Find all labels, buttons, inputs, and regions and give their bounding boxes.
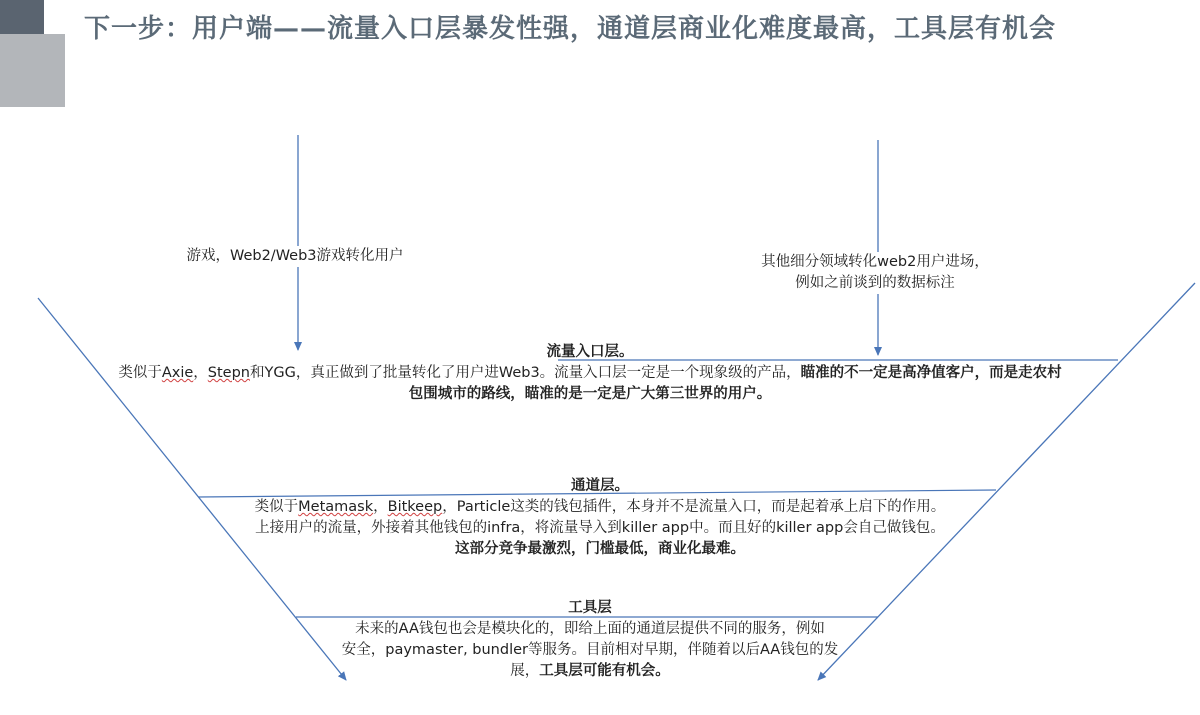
layer3-line1: 未来的AA钱包也会是模块化的，即给上面的通道层提供不同的服务，例如 <box>355 621 825 637</box>
layer3-block <box>300 598 880 682</box>
layer2-line3: 这部分竞争最激烈，门槛最低，商业化最难。 <box>455 541 745 557</box>
page-title: 下一步：用户端——流量入口层暴发性强，通道层商业化难度最高，工具层有机会 <box>84 14 1057 44</box>
input-label-left: 游戏，Web2/Web3游戏转化用户 <box>170 246 420 267</box>
layer1-block <box>70 342 1110 405</box>
layer1-heading: 流量入口层。 <box>546 344 634 360</box>
layer2-metamask: Metamask <box>298 499 374 515</box>
input-label-right-line1: 其他细分领域转化web2用户进场， <box>761 254 989 270</box>
layer1-line1-bold: 瞄准的不一定是高净值客户，而是走农村 <box>800 365 1062 381</box>
layer2-line1-c: ，Particle这类的钱包插件，本身并不是流量入口，而是起着承上启下的作用。 <box>442 499 946 515</box>
layer2-bitkeep: Bitkeep <box>387 499 443 515</box>
layer3-line3-bold: 工具层可能有机会。 <box>539 663 670 679</box>
layer2-line1-a: 类似于 <box>254 499 299 515</box>
layer1-line2: 包围城市的路线，瞄准的是一定是广大第三世界的用户。 <box>408 386 772 402</box>
layer1-stepn: Stepn <box>207 365 250 381</box>
layer2-line2: 上接用户的流量，外接着其他钱包的infra，将流量导入到killer app中。而且好的killer app会自己做钱包。 <box>255 520 945 536</box>
input-label-right <box>745 252 1005 294</box>
layer1-line1 <box>118 363 1061 384</box>
input-label-right-line2: 例如之前谈到的数据标注 <box>795 275 955 291</box>
layer1-axie: Axie <box>161 365 194 381</box>
layer3-line3 <box>300 661 880 682</box>
layer3-line2: 安全，paymaster, bundler等服务。目前相对早期，伴随着以后AA钱包的发 <box>341 642 839 658</box>
layer2-line1 <box>170 497 1030 518</box>
layer1-line1-c: 和YGG，真正做到了批量转化了用户进Web3。流量入口层一定是一个现象级的产品， <box>250 365 801 381</box>
layer1-line1-b: ， <box>193 365 208 381</box>
layer3-line3-a: 展， <box>510 663 540 679</box>
layer2-line1-b: ， <box>373 499 388 515</box>
layer3-heading: 工具层 <box>568 600 612 616</box>
layer2-heading: 通道层。 <box>571 478 629 494</box>
layer2-block <box>170 476 1030 560</box>
layer1-line1-a: 类似于 <box>118 365 162 381</box>
